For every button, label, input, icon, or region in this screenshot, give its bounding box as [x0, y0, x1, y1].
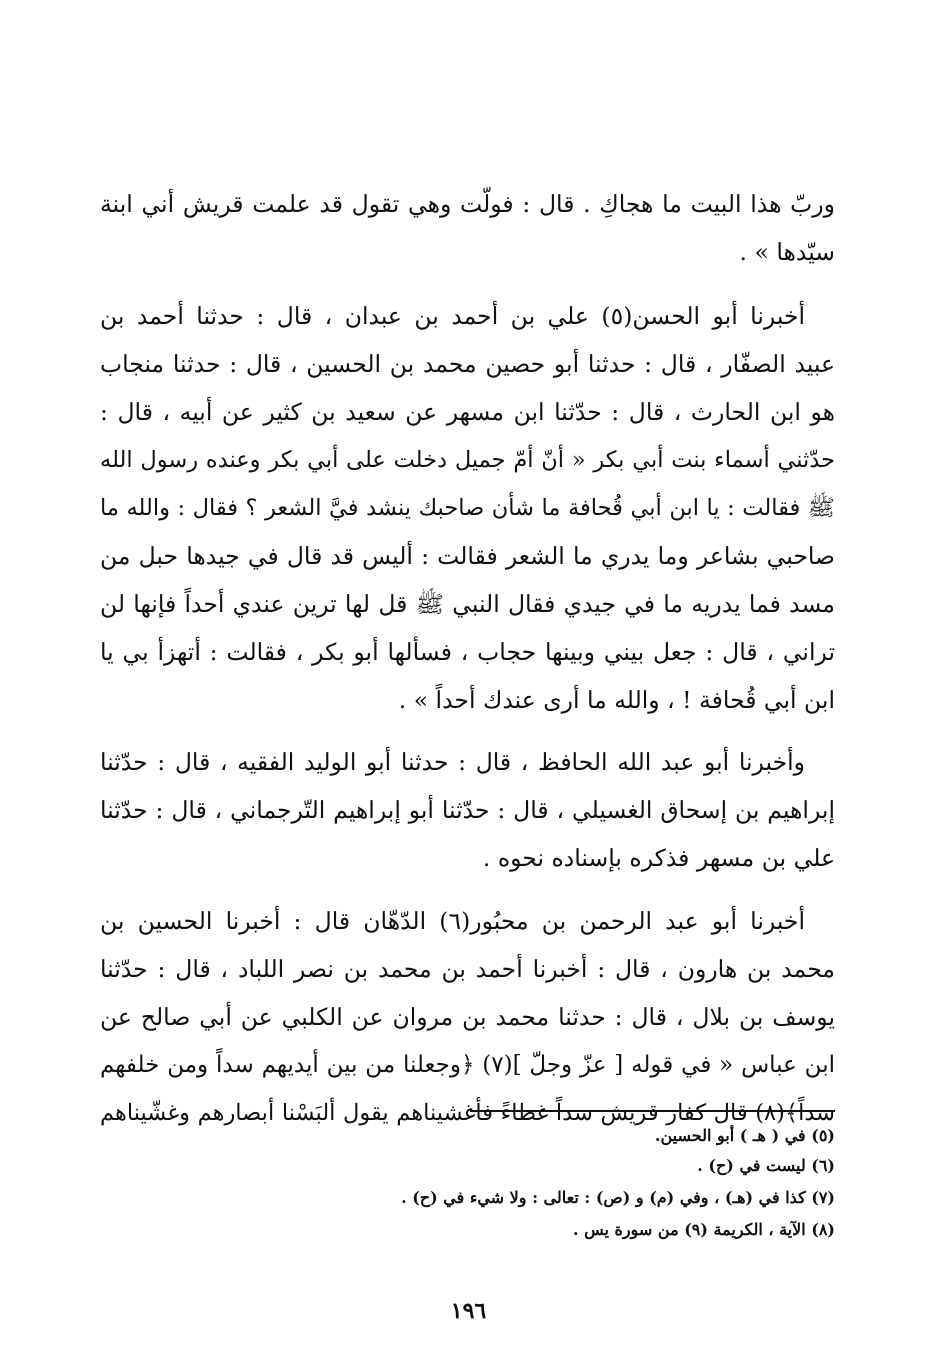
text-line: حدّثني أسماء بنت أبي بكر « أنّ أمّ جميل دخلت على أبي بكر وعنده رسول الله: [100, 447, 835, 473]
text-line: محمد بن هارون ، قال : أخبرنا أحمد بن محمد بن نصر اللباد ، قال : حدّثنا: [100, 955, 835, 983]
text-line: ابن عباس « في قوله [ عزّ وجلّ ](٧) ﴿وجعلنا من بين أيديهم سداً ومن خلفهم: [100, 1052, 835, 1078]
text-line: يوسف بن بلال ، قال : حدثنا محمد بن مروان عن الكلبي عن أبي صالح عن: [100, 1003, 835, 1031]
text-line: وأخبرنا أبو عبد الله الحافظ ، قال : حدثنا أبو الوليد الفقيه ، قال : حدّثنا: [100, 748, 805, 776]
text-line: مسد فما يدريه ما في جيدي فقال النبي ﷺ قل لها ترين عندي أحداً فإنها لن: [100, 590, 835, 618]
text-line: صاحبي بشاعر وما يدري ما الشعر فقالت : أليس قد قال في جيدها حبل من: [100, 542, 835, 570]
page-number: ١٩٦: [450, 1298, 487, 1324]
text-line: إبراهيم بن إسحاق الغسيلي ، قال : حدّثنا أبو إبراهيم التّرجماني ، قال : حدّثنا: [100, 796, 835, 824]
text-line: أخبرنا أبو الحسن(٥) علي بن أحمد بن عبدان ، قال : حدثنا أحمد بن: [100, 302, 805, 330]
text-line: سيّدها » .: [739, 238, 835, 266]
text-line: ﷺ فقالت : يا ابن أبي قُحافة ما شأن صاحبك ينشد فيَّ الشعر ؟ فقال : والله ما: [100, 495, 835, 521]
text-line: ابن أبي قُحافة ! ، والله ما أرى عندك أحداً » .: [398, 686, 835, 714]
footnote: (٦) ليست في (ح) .: [697, 1156, 835, 1175]
text-line: علي بن مسهر فذكره بإسناده نحوه .: [482, 844, 835, 872]
text-line: وربّ هذا البيت ما هجاكِ . قال : فولّت وهي تقول قد علمت قريش أني ابنة: [100, 190, 835, 218]
text-line: هو ابن الحارث ، قال : حدّثنا ابن مسهر عن سعيد بن كثير عن أبيه ، قال :: [100, 398, 835, 426]
footnote-separator: [470, 1110, 835, 1112]
footnote: (٨) الآية ، الكريمة (٩) من سورة يس .: [572, 1220, 835, 1239]
text-line: سداً﴾(٨) قال كفار قريش سداً غطاءً فأغشيناهم يقول ألبَسْنا أبصارهم وغشّيناهم: [100, 1100, 835, 1126]
footnote: (٧) كذا في (هـ) ، وفي (م) و (ص) : تعالى : ولا شيء في (ح) .: [401, 1188, 835, 1207]
text-line: تراني ، قال : جعل بيني وبينها حجاب ، فسألها أبو بكر ، فقالت : أتهزأ بي يا: [100, 638, 835, 666]
footnote: (٥) في ( هـ ) أبو الحسين.: [654, 1126, 835, 1145]
text-line: عبيد الصفّار ، قال : حدثنا أبو حصين محمد بن الحسين ، قال : حدثنا منجاب: [100, 350, 835, 378]
text-line: أخبرنا أبو عبد الرحمن بن محبُور(٦) الدّهّان قال : أخبرنا الحسين بن: [100, 907, 805, 935]
